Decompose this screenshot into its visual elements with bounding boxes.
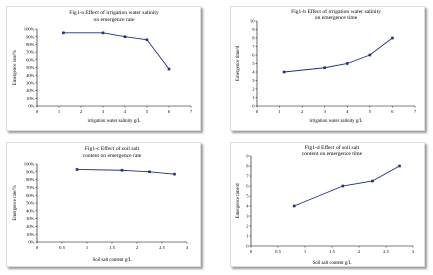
series-line [77, 169, 175, 174]
x-tick-label: 0 [35, 109, 39, 114]
chart-panel-fig1c [6, 142, 201, 267]
y-tick-label: 9 [252, 27, 255, 33]
data-point [168, 68, 171, 71]
y-tick-label: 100% [23, 26, 35, 32]
y-axis-label: Emergence rate/% [13, 49, 18, 86]
chart-title: on emergence time [314, 15, 358, 21]
x-tick-label: 2.5 [383, 249, 389, 254]
x-tick-label: 0.5 [59, 245, 65, 250]
x-tick-label: 1.5 [109, 245, 115, 250]
y-tick-label: 5 [246, 193, 249, 199]
y-tick-label: 7 [246, 173, 249, 179]
y-tick-label: 2 [252, 86, 255, 92]
data-point [371, 180, 374, 183]
series-line [284, 38, 392, 72]
x-tick-label: 0.5 [275, 249, 281, 254]
y-tick-label: 90% [26, 169, 35, 175]
y-tick-label: 5 [252, 61, 255, 67]
x-tick-label: 1 [278, 109, 281, 114]
data-point [76, 168, 79, 171]
y-tick-label: 4 [252, 69, 255, 75]
x-tick-label: 7 [413, 109, 417, 114]
y-tick-label: 10% [26, 231, 35, 237]
y-tick-label: 70% [26, 49, 35, 55]
y-tick-label: 80% [26, 42, 35, 47]
x-tick-label: 3 [411, 249, 415, 254]
series-line [63, 33, 169, 69]
x-tick-label: 6 [391, 109, 394, 114]
data-point [323, 66, 326, 69]
data-point [391, 37, 394, 40]
x-axis-label: Soil salt content g/L [92, 258, 132, 263]
y-tick-label: 3 [246, 213, 249, 219]
x-tick-label: 2 [357, 249, 361, 254]
chart-title: on emergence rate [93, 17, 135, 23]
x-tick-label: 2 [135, 245, 139, 250]
x-tick-label: 3 [323, 109, 326, 114]
y-tick-label: 100% [23, 161, 35, 167]
y-tick-label: 40% [26, 72, 35, 78]
y-tick-label: 10 [249, 18, 255, 24]
y-tick-label: 0% [28, 103, 35, 109]
y-tick-label: 0 [252, 103, 255, 109]
x-tick-label: 2.5 [159, 245, 165, 250]
chart-panel-fig1a [6, 6, 201, 131]
data-point [293, 205, 296, 208]
chart-panel-fig1d [230, 142, 425, 267]
x-tick-label: 2 [79, 109, 83, 114]
y-tick-label: 30% [26, 80, 35, 86]
y-tick-label: 3 [252, 78, 255, 84]
x-tick-label: 1 [57, 109, 61, 114]
y-tick-label: 0% [28, 239, 35, 245]
y-axis-label: Emergence rate/% [13, 185, 18, 221]
data-point [173, 173, 176, 176]
y-tick-label: 60% [26, 192, 35, 198]
y-tick-label: 1 [252, 95, 255, 101]
y-tick-label: 20% [26, 224, 35, 229]
x-tick-label: 1 [303, 249, 307, 254]
y-tick-label: 20% [26, 88, 35, 94]
y-tick-label: 1 [246, 233, 249, 239]
data-point [146, 38, 149, 41]
chart-fig1a [7, 7, 200, 130]
y-axis-label: Emergence time/d [236, 183, 241, 219]
y-tick-label: 10% [26, 95, 35, 101]
y-tick-label: 6 [246, 183, 249, 189]
x-tick-label: 0 [35, 245, 39, 250]
x-tick-label: 1 [85, 245, 89, 250]
y-tick-label: 90% [26, 34, 35, 40]
data-point [148, 171, 151, 174]
data-point [369, 54, 372, 57]
y-tick-label: 80% [26, 177, 35, 183]
x-axis-label: irrigation water salinity g/L [309, 119, 363, 124]
data-point [121, 169, 124, 172]
data-point [62, 32, 65, 35]
x-tick-label: 2 [300, 109, 304, 114]
data-point [102, 32, 105, 35]
x-tick-label: 4 [346, 109, 349, 114]
chart-title: Fig1-c Effect of soil salt [84, 146, 140, 152]
y-tick-label: 7 [252, 44, 255, 50]
y-tick-label: 60% [26, 57, 35, 63]
y-tick-label: 50% [26, 65, 35, 71]
x-tick-label: 6 [167, 109, 171, 114]
y-tick-label: 50% [26, 200, 35, 206]
x-tick-label: 5 [145, 109, 149, 114]
chart-fig1c [7, 143, 200, 266]
y-tick-label: 9 [246, 153, 249, 159]
y-tick-label: 8 [252, 35, 255, 41]
y-tick-label: 2 [246, 223, 249, 229]
x-tick-label: 7 [189, 109, 193, 114]
x-tick-label: 0 [255, 109, 259, 114]
series-line [294, 166, 399, 206]
chart-title: Fig1-b Effect of irrigation water salinity [291, 9, 381, 15]
data-point [398, 165, 401, 168]
chart-title: Fig1-a Effect of irrigation water salinity [69, 10, 159, 16]
chart-fig1d [231, 143, 424, 266]
chart-fig1b [231, 7, 424, 130]
y-tick-label: 40% [26, 208, 35, 214]
y-tick-label: 0 [246, 243, 249, 249]
data-point [124, 35, 127, 38]
x-tick-label: 4 [123, 109, 127, 114]
x-tick-label: 3 [185, 245, 189, 250]
y-axis-label: Emergence time/d [236, 46, 241, 81]
y-tick-label: 30% [26, 216, 35, 222]
y-tick-label: 6 [252, 52, 255, 58]
y-tick-label: 8 [246, 163, 249, 169]
x-tick-label: 0 [249, 249, 253, 254]
y-tick-label: 4 [246, 203, 249, 209]
x-axis-label: Soil salt content g/L [312, 261, 352, 266]
chart-panel-fig1b [230, 6, 425, 131]
chart-title: Fig1-d Effect of soil salt [304, 145, 360, 151]
x-tick-label: 3 [101, 109, 105, 114]
data-point [346, 62, 349, 65]
chart-title: content on emergence rate [82, 153, 142, 159]
data-point [283, 71, 286, 74]
y-tick-label: 70% [26, 185, 35, 190]
chart-title: content on emergence time [301, 151, 363, 157]
data-point [342, 185, 345, 188]
x-tick-label: 1.5 [329, 249, 335, 254]
x-tick-label: 5 [368, 109, 372, 114]
x-axis-label: irrigation water salinity g/L [87, 119, 141, 124]
